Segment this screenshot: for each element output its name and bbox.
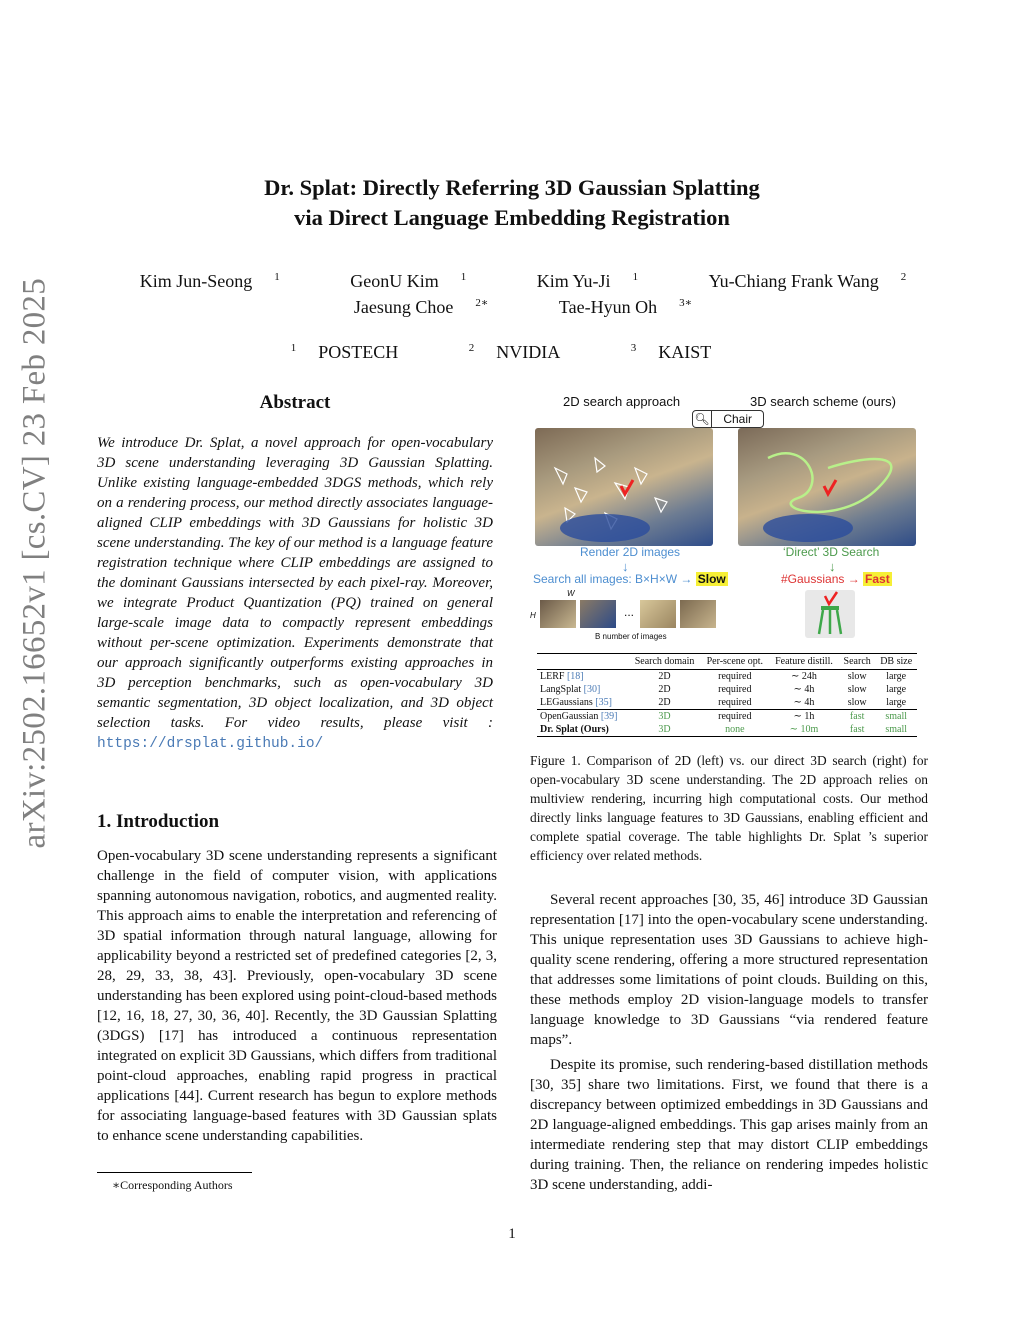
comparison-table: Search domain Per-scene opt. Feature distill. Search DB size LERF [18] 2D required ∼ 24h slow large LangSplat [30] 2D required ∼ 4h slow large LEGaussians [35] 2D required ∼ 4h slow large OpenGaussian [39] 3D required ∼ 1h fast small Dr. Splat (Ours) 3D none ∼ 10m fast small: [537, 653, 917, 737]
thumbnail-image: [680, 600, 716, 628]
arrow-down-icon: ↓: [622, 559, 629, 574]
figure-label-2d: 2D search approach: [563, 394, 681, 409]
abstract-text: We introduce Dr. Splat, a novel approach for open-vocabulary 3D scene understanding leveraging 3D Gaussian Splatting. Unlike existing language-embedded 3DGS methods, which rely on a rendering process, our method directly associates language-aligned CLIP embeddings with 3D Gaussians for holistic 3D scene understanding. The key of our method is a language feature registration technique where CLIP embeddings are assigned to the dominant Gaussians intersected by each pixel-ray. Moreover, we integrate Product Quantization (PQ) trained on general large-scale image data to compactly represent embeddings without per-scene optimization. Experiments demonstrate that our approach significantly outperforms existing approaches in 3D perception benchmarks, such as open-vocabulary 3D semantic segmentation, 3D object localization, and 3D object selection tasks. For video results, please visit :: [97, 435, 493, 731]
thumbnail-image: [580, 600, 616, 628]
footnote-rule: [97, 1172, 252, 1173]
figure-label-3d: 3D search scheme (ours): [750, 394, 896, 409]
affiliations: [0, 342, 1024, 363]
table-row: OpenGaussian [39] 3D required ∼ 1h fast small: [537, 710, 917, 724]
gaussians-label: #Gaussians → Fast: [781, 572, 890, 586]
affiliation: $^2$ NVIDIA: [468, 342, 561, 362]
chair-result-image: [805, 590, 855, 638]
scene-image-2d: [535, 428, 713, 546]
arxiv-identifier: arXiv:2502.16652v1 [cs.CV] 23 Feb 2025: [16, 277, 53, 849]
page-number: 1: [508, 1226, 516, 1242]
author: Kim Yu-Ji $^1$: [536, 271, 639, 291]
stool-icon: [805, 590, 855, 638]
slow-badge: Slow: [697, 572, 726, 586]
table-row: Dr. Splat (Ours) 3D none ∼ 10m fast small: [537, 723, 917, 737]
title-line-1: Dr. Splat: Directly Referring 3D Gaussian Splatting: [264, 175, 760, 200]
author-row-2: [0, 296, 1024, 318]
intro-paragraph: Open-vocabulary 3D scene understanding represents a significant challenge in the field of computer vision, with applications spanning autonomous navigation, robotics, and augmented reality. This approach aims to enable the interpretation and referencing of 3D spatial information through natural language, allowing for applicability beyond a restricted set of predefined categories [2, 3, 28, 29, 33, 38, 43]. Previously, open-vocabulary 3D scene understanding has been explored using point-cloud-based methods [12, 16, 18, 27, 30, 36, 40]. Recently, the 3D Gaussian Splatting (3DGS) [17] has introduced a continuous representation integrated on explicit 3D Gaussians, which differs from traditional point-cloud approaches, enabling rapid progress in practical applications [44]. Current research has begun to explore methods for associating language-based features with 3D Gaussian splats to enhance scene understanding capabilities.: [97, 848, 497, 1144]
author: GeonU Kim $^1$: [350, 271, 467, 291]
author: Jaesung Choe $^{2∗}$: [353, 297, 489, 317]
affiliation: $^3$ KAIST: [630, 342, 712, 362]
query-text: Chair: [723, 412, 753, 426]
ellipsis: ...: [624, 605, 635, 619]
fast-badge: Fast: [865, 572, 890, 586]
author-row-1: [0, 271, 1024, 292]
author: Yu-Chiang Frank Wang $^2$: [708, 271, 907, 291]
w-label: W: [567, 589, 575, 598]
thumbnail-image: [540, 600, 576, 628]
arrow-down-icon: ↓: [829, 559, 836, 574]
h-label: H: [530, 611, 536, 620]
figure-caption: Figure 1. Comparison of 2D (left) vs. our direct 3D search (right) for open-vocabulary 3D scene understanding. The 2D approach relies on multiview rendering, incurring high computational costs. Our method directly links language features to 3D Gaussians, enabling efficient and complete spatial coverage. The table highlights Dr. Splat ’s superior efficiency over related methods.: [530, 753, 928, 863]
footnote: ∗Corresponding Authors: [112, 1178, 233, 1192]
title-line-2: via Direct Language Embedding Registration: [294, 205, 730, 230]
search-icon: 🔍︎: [693, 411, 712, 427]
gaussian-path: [738, 428, 916, 546]
project-link[interactable]: https://drsplat.github.io/: [97, 736, 324, 752]
direct-3d-label: ‘Direct’ 3D Search: [783, 545, 880, 559]
author: Kim Jun-Seong $^1$: [139, 271, 280, 291]
abstract-heading: Abstract: [259, 392, 331, 413]
query-box: [692, 410, 764, 428]
affiliation: $^1$ POSTECH: [290, 342, 399, 362]
table-row: LangSplat [30] 2D required ∼ 4h slow large: [540, 684, 907, 695]
author: Tae-Hyun Oh $^{3∗}$: [558, 297, 693, 317]
camera-frustums: [535, 428, 713, 546]
search-all-label: Search all images: B×H×W → Slow: [533, 572, 726, 586]
b-label: B number of images: [595, 632, 667, 641]
render-2d-label: Render 2D images: [580, 545, 681, 559]
section-heading-introduction: 1. Introduction: [97, 811, 220, 832]
thumbnail-image: [640, 600, 676, 628]
abstract-body: [97, 433, 493, 754]
table-row: LEGaussians [35] 2D required ∼ 4h slow large: [540, 697, 907, 708]
paper-title: [0, 173, 1024, 233]
scene-image-3d: [738, 428, 916, 546]
right-paragraph-1: Several recent approaches [30, 35, 46] introduce 3D Gaussian representation [17] into the open-vocabulary scene understanding. This unique representation uses 3D Gaussians to achieve high-quality scene rendering, offering a more structured representation that addresses some limitations of point clouds. Building on this, these methods employ 2D vision-language models to transfer language knowledge to 3D Gaussians “via rendered feature maps”.: [530, 892, 928, 1048]
right-paragraph-2: Despite its promise, such rendering-based distillation methods [30, 35] share two limitations. First, we found that there is a discrepancy between optimized embeddings in 3D Gaussians and 2D language-aligned embeddings. This gap arises mainly from an intermediate rendering step that may distort CLIP embeddings during training. Then, the reliance on rendering impedes holistic 3D scene understanding, addi-: [530, 1057, 928, 1193]
table-row: LERF [18] 2D required ∼ 24h slow large: [540, 671, 907, 682]
